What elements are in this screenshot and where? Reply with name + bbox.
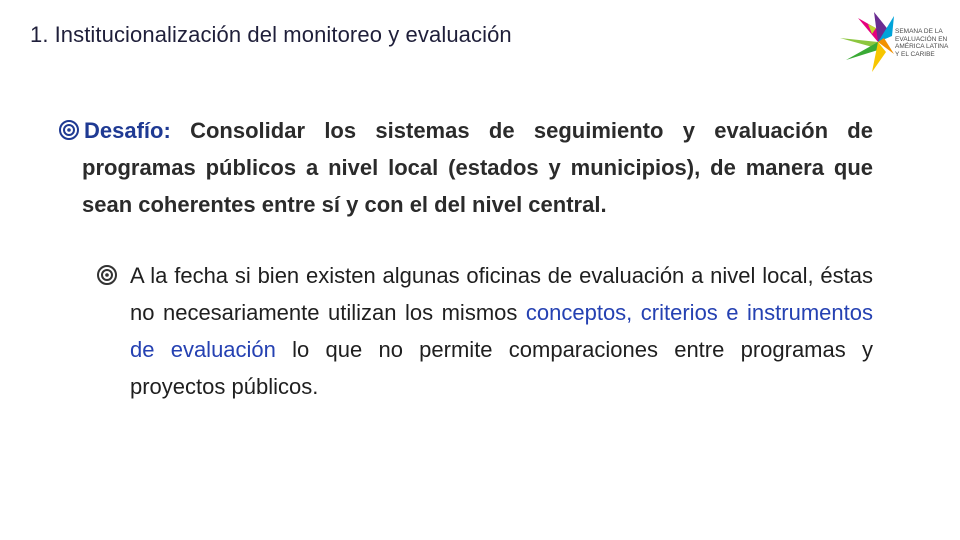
logo-line: AMÉRICA LATINA: [895, 43, 949, 50]
bullet-text: Consolidar los sistemas de seguimiento y evaluación de programas públicos a nivel local (estados y municipios), de manera que sean coherentes entre sí y con el del nivel central.: [82, 118, 873, 217]
title-text: Institucionalización del monitoreo y evaluación: [54, 22, 512, 47]
bullet-challenge: [58, 112, 873, 223]
bullet-sub: [96, 257, 873, 405]
logo-line: Y EL CARIBE: [895, 50, 935, 58]
logo-caption: [895, 28, 953, 58]
sub-text-before: A la fecha si bien existen algunas oficinas de evaluación a nivel local, éstas no necesariamente utilizan los mismos: [130, 263, 873, 325]
sub-text-after: lo que no permite comparaciones entre programas y proyectos públicos.: [130, 337, 873, 399]
sub-text-highlight: conceptos, criterios e instrumentos de evaluación: [130, 300, 873, 362]
target-circle-icon: [96, 264, 118, 286]
target-circle-icon: [58, 119, 82, 141]
title-number: 1.: [30, 22, 49, 47]
bullet-lead: Desafío:: [84, 118, 171, 143]
logo-line: SEMANA DE LA: [895, 28, 943, 35]
logo-line: EVALUACIÓN EN: [895, 35, 948, 43]
slide-title: [30, 22, 512, 48]
